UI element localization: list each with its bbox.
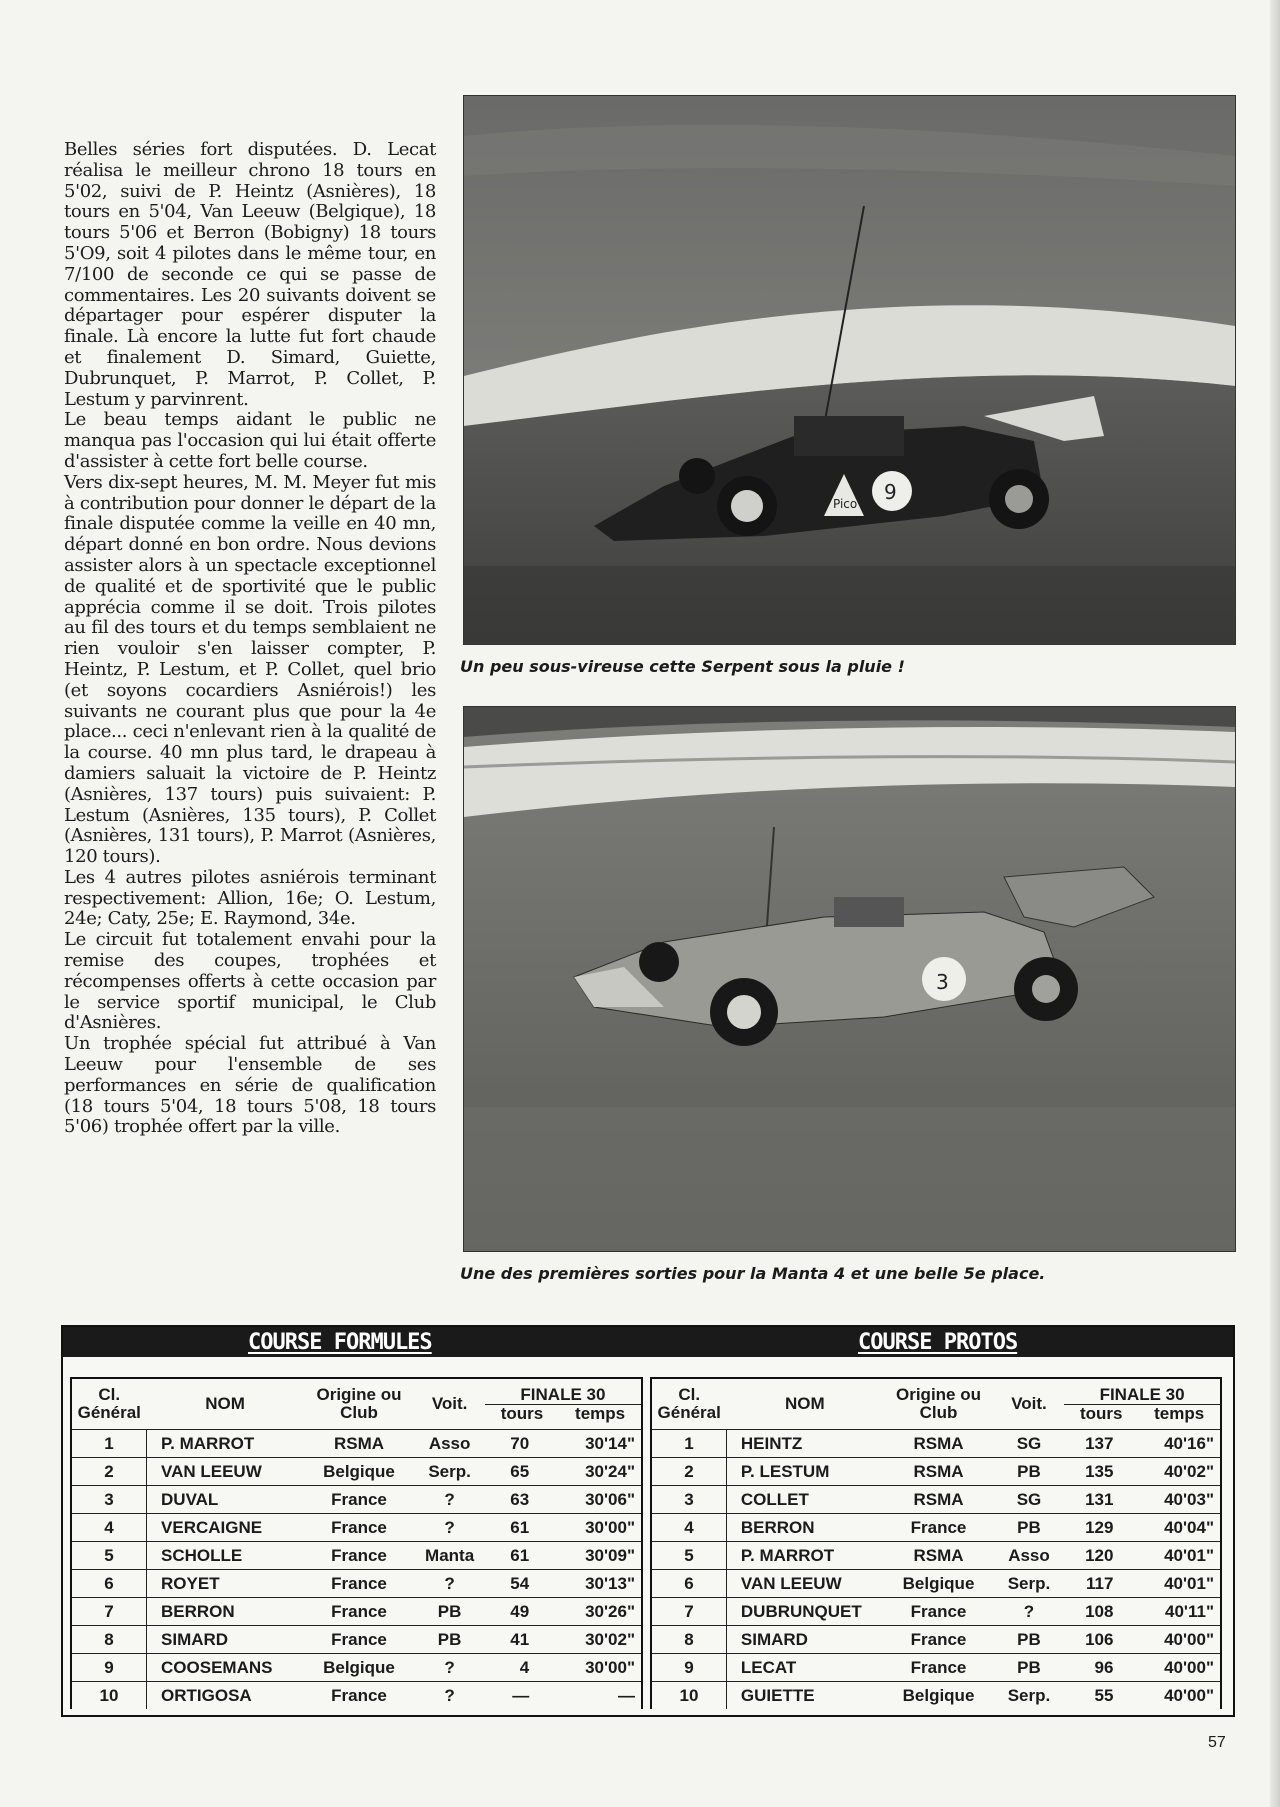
cell-voit: Serp. bbox=[994, 1682, 1064, 1710]
finale-label: FINALE 30 bbox=[1064, 1386, 1220, 1405]
table-row bbox=[652, 1458, 1220, 1486]
table-row bbox=[72, 1458, 641, 1486]
photo-caption: Un peu sous-vireuse cette Serpent sous la pluie ! bbox=[460, 657, 905, 676]
col-header-temps: temps bbox=[575, 1403, 626, 1423]
table-row bbox=[72, 1598, 641, 1626]
col-header-nom: NOM bbox=[205, 1394, 245, 1413]
cell-temps: 40'01" bbox=[1119, 1542, 1220, 1570]
cell-nom: SIMARD bbox=[726, 1626, 883, 1654]
cell-nom: BERRON bbox=[147, 1598, 304, 1626]
table-row bbox=[652, 1570, 1220, 1598]
col-header-voit: Voit. bbox=[431, 1394, 468, 1413]
cell-tours: 129 bbox=[1064, 1514, 1119, 1542]
col-header-tours: tours bbox=[1079, 1403, 1123, 1423]
article-text bbox=[64, 140, 436, 1138]
cell-temps: 40'03" bbox=[1119, 1486, 1220, 1514]
results-box bbox=[61, 1325, 1235, 1717]
course-formules-title: COURSE FORMULES bbox=[248, 1330, 432, 1355]
cell-nom: P. LESTUM bbox=[726, 1458, 883, 1486]
cell-origine: France bbox=[883, 1514, 994, 1542]
cell-cl: 5 bbox=[72, 1542, 147, 1570]
cell-temps: 30'00" bbox=[535, 1514, 641, 1542]
page-number: 57 bbox=[1208, 1734, 1226, 1751]
cell-nom: COLLET bbox=[726, 1486, 883, 1514]
col-header-finale bbox=[485, 1379, 641, 1430]
cell-origine: France bbox=[304, 1570, 415, 1598]
cell-voit: ? bbox=[414, 1514, 484, 1542]
cell-cl: 8 bbox=[652, 1626, 726, 1654]
cell-voit: SG bbox=[994, 1430, 1064, 1458]
cell-voit: ? bbox=[414, 1570, 484, 1598]
cell-voit: PB bbox=[994, 1458, 1064, 1486]
photo-manta-car bbox=[463, 706, 1236, 1252]
cell-voit: ? bbox=[994, 1598, 1064, 1626]
cell-temps: 40'00" bbox=[1119, 1626, 1220, 1654]
cell-cl: 2 bbox=[72, 1458, 147, 1486]
cell-origine: Belgique bbox=[883, 1682, 994, 1710]
cell-tours: 61 bbox=[485, 1514, 535, 1542]
finale-label: FINALE 30 bbox=[485, 1386, 641, 1405]
cell-tours: 54 bbox=[485, 1570, 535, 1598]
table-row bbox=[652, 1430, 1220, 1458]
table-row bbox=[652, 1682, 1220, 1710]
cell-temps: 30'14" bbox=[535, 1430, 641, 1458]
col-header-origine: Origine ou Club bbox=[896, 1385, 981, 1422]
cell-temps: 30'13" bbox=[535, 1570, 641, 1598]
cell-origine: RSMA bbox=[883, 1458, 994, 1486]
cell-tours: 63 bbox=[485, 1486, 535, 1514]
cell-temps: 40'16" bbox=[1119, 1430, 1220, 1458]
race-car-3-image bbox=[464, 707, 1235, 1251]
cell-origine: France bbox=[883, 1654, 994, 1682]
table-row bbox=[652, 1654, 1220, 1682]
cell-voit: Asso bbox=[994, 1542, 1064, 1570]
col-header-voit: Voit. bbox=[1011, 1394, 1047, 1413]
cell-nom: P. MARROT bbox=[147, 1430, 304, 1458]
cell-tours: 4 bbox=[485, 1654, 535, 1682]
cell-origine: France bbox=[304, 1486, 415, 1514]
col-header-cl: Cl. Général bbox=[657, 1385, 721, 1422]
cell-cl: 1 bbox=[72, 1430, 147, 1458]
cell-cl: 6 bbox=[652, 1570, 726, 1598]
cell-tours: 61 bbox=[485, 1542, 535, 1570]
cell-voit: ? bbox=[414, 1654, 484, 1682]
cell-cl: 4 bbox=[652, 1514, 726, 1542]
cell-cl: 10 bbox=[652, 1682, 726, 1710]
cell-voit: Manta bbox=[414, 1542, 484, 1570]
cell-temps: 30'00" bbox=[535, 1654, 641, 1682]
cell-tours: 41 bbox=[485, 1626, 535, 1654]
formules-table-box bbox=[70, 1377, 643, 1709]
pico-sticker: Pico bbox=[833, 497, 858, 511]
cell-nom: ORTIGOSA bbox=[147, 1682, 304, 1710]
cell-origine: Belgique bbox=[883, 1570, 994, 1598]
cell-nom: DUBRUNQUET bbox=[726, 1598, 883, 1626]
table-row bbox=[72, 1626, 641, 1654]
cell-tours: 106 bbox=[1064, 1626, 1119, 1654]
car-number-3: 3 bbox=[936, 970, 949, 994]
cell-cl: 4 bbox=[72, 1514, 147, 1542]
cell-nom: VAN LEEUW bbox=[726, 1570, 883, 1598]
cell-voit: ? bbox=[414, 1682, 484, 1710]
table-row bbox=[652, 1626, 1220, 1654]
cell-cl: 8 bbox=[72, 1626, 147, 1654]
cell-voit: SG bbox=[994, 1486, 1064, 1514]
table-row bbox=[72, 1486, 641, 1514]
cell-voit: PB bbox=[994, 1514, 1064, 1542]
cell-nom: P. MARROT bbox=[726, 1542, 883, 1570]
cell-origine: France bbox=[304, 1682, 415, 1710]
table-row bbox=[652, 1514, 1220, 1542]
cell-temps: 40'11" bbox=[1119, 1598, 1220, 1626]
cell-origine: RSMA bbox=[883, 1486, 994, 1514]
page-binding-edge bbox=[1270, 0, 1280, 1807]
cell-temps: 30'24" bbox=[535, 1458, 641, 1486]
cell-origine: France bbox=[304, 1598, 415, 1626]
cell-temps: 40'01" bbox=[1119, 1570, 1220, 1598]
cell-voit: PB bbox=[414, 1598, 484, 1626]
cell-cl: 7 bbox=[652, 1598, 726, 1626]
cell-voit: ? bbox=[414, 1486, 484, 1514]
protos-results-table bbox=[652, 1379, 1220, 1709]
article-paragraph: Vers dix-sept heures, M. M. Meyer fut mis à contribution pour donner le départ de la finale disputée comme la veille en 40 mn, départ donné en bon ordre. Nous devions assister alors à un spectacle exceptionnel de qualité et de sportivité que le public apprécia comme il se doit. Trois pilotes au fil des tours et du temps semblaient ne rien vouloir s'en laisser compter, P. Heintz, P. Lestum, et P. Collet, quel brio (et soyons cocardiers Asniérois!) les suivants ne courant plus que pour la 4e place... ceci n'enlevant rien à la qualité de la course. 40 mn plus tard, le drapeau à damiers saluait la victoire de P. Heintz (Asnières, 137 tours) puis suivaient: P. Lestum (Asnières, 135 tours), P. Collet (Asnières, 131 tours), P. Marrot (Asnières, 120 tours). bbox=[64, 471, 436, 868]
results-header-bar bbox=[63, 1327, 1233, 1357]
cell-tours: 137 bbox=[1064, 1430, 1119, 1458]
article-paragraph: Un trophée spécial fut attribué à Van Leeuw pour l'ensemble de ses performances en série de qualification (18 tours 5'04, 18 tours 5'08, 18 tours 5'06) trophée offert par la ville. bbox=[64, 1033, 436, 1138]
cell-tours: — bbox=[485, 1682, 535, 1710]
formules-results-table bbox=[72, 1379, 641, 1709]
cell-origine: France bbox=[883, 1598, 994, 1626]
cell-nom: COOSEMANS bbox=[147, 1654, 304, 1682]
article-paragraph: Le circuit fut totalement envahi pour la remise des coupes, trophées et récompenses offerts à cette occasion par le service sportif municipal, le Club d'Asnières. bbox=[64, 929, 436, 1034]
col-header-origine: Origine ou Club bbox=[316, 1385, 402, 1422]
cell-cl: 9 bbox=[652, 1654, 726, 1682]
cell-origine: Belgique bbox=[304, 1654, 415, 1682]
cell-tours: 131 bbox=[1064, 1486, 1119, 1514]
table-row bbox=[652, 1598, 1220, 1626]
col-header-temps: temps bbox=[1154, 1403, 1205, 1423]
cell-cl: 1 bbox=[652, 1430, 726, 1458]
cell-tours: 65 bbox=[485, 1458, 535, 1486]
table-row bbox=[72, 1514, 641, 1542]
cell-origine: France bbox=[304, 1542, 415, 1570]
table-row bbox=[72, 1570, 641, 1598]
cell-nom: ROYET bbox=[147, 1570, 304, 1598]
cell-cl: 3 bbox=[652, 1486, 726, 1514]
photo-serpent-car bbox=[463, 95, 1236, 645]
cell-temps: 40'02" bbox=[1119, 1458, 1220, 1486]
cell-nom: SCHOLLE bbox=[147, 1542, 304, 1570]
cell-tours: 96 bbox=[1064, 1654, 1119, 1682]
table-row bbox=[72, 1430, 641, 1458]
cell-cl: 5 bbox=[652, 1542, 726, 1570]
table-row bbox=[652, 1542, 1220, 1570]
race-car-9-image bbox=[464, 96, 1235, 644]
cell-temps: 40'00" bbox=[1119, 1682, 1220, 1710]
cell-nom: VERCAIGNE bbox=[147, 1514, 304, 1542]
cell-origine: France bbox=[304, 1626, 415, 1654]
photo-caption: Une des premières sorties pour la Manta 4 et une belle 5e place. bbox=[460, 1264, 1046, 1283]
cell-origine: RSMA bbox=[883, 1542, 994, 1570]
cell-cl: 7 bbox=[72, 1598, 147, 1626]
protos-table-box bbox=[650, 1377, 1222, 1709]
cell-cl: 9 bbox=[72, 1654, 147, 1682]
cell-voit: Serp. bbox=[414, 1458, 484, 1486]
cell-voit: Asso bbox=[414, 1430, 484, 1458]
col-header-nom: NOM bbox=[784, 1394, 825, 1413]
cell-cl: 10 bbox=[72, 1682, 147, 1710]
article-paragraph: Le beau temps aidant le public ne manqua pas l'occasion qui lui était offerte d'assister à cette fort belle course. bbox=[64, 409, 436, 472]
cell-tours: 108 bbox=[1064, 1598, 1119, 1626]
cell-voit: Serp. bbox=[994, 1570, 1064, 1598]
cell-tours: 117 bbox=[1064, 1570, 1119, 1598]
table-row bbox=[652, 1486, 1220, 1514]
cell-temps: 30'09" bbox=[535, 1542, 641, 1570]
table-row bbox=[72, 1654, 641, 1682]
cell-voit: PB bbox=[994, 1654, 1064, 1682]
cell-tours: 120 bbox=[1064, 1542, 1119, 1570]
cell-cl: 3 bbox=[72, 1486, 147, 1514]
table-row bbox=[72, 1682, 641, 1710]
cell-voit: PB bbox=[414, 1626, 484, 1654]
cell-cl: 2 bbox=[652, 1458, 726, 1486]
cell-temps: 30'26" bbox=[535, 1598, 641, 1626]
col-header-tours: tours bbox=[500, 1403, 544, 1423]
car-number-9: 9 bbox=[884, 480, 897, 504]
cell-temps: — bbox=[535, 1682, 641, 1710]
cell-nom: GUIETTE bbox=[726, 1682, 883, 1710]
cell-origine: France bbox=[883, 1626, 994, 1654]
article-paragraph: Les 4 autres pilotes asniérois terminant respectivement: Allion, 16e; O. Lestum, 24e; Caty, 25e; E. Raymond, 34e. bbox=[64, 866, 436, 930]
cell-origine: Belgique bbox=[304, 1458, 415, 1486]
cell-voit: PB bbox=[994, 1626, 1064, 1654]
cell-cl: 6 bbox=[72, 1570, 147, 1598]
cell-tours: 55 bbox=[1064, 1682, 1119, 1710]
cell-temps: 30'06" bbox=[535, 1486, 641, 1514]
cell-origine: RSMA bbox=[304, 1430, 415, 1458]
cell-temps: 40'04" bbox=[1119, 1514, 1220, 1542]
table-row bbox=[72, 1542, 641, 1570]
cell-nom: LECAT bbox=[726, 1654, 883, 1682]
cell-nom: BERRON bbox=[726, 1514, 883, 1542]
cell-tours: 70 bbox=[485, 1430, 535, 1458]
cell-nom: HEINTZ bbox=[726, 1430, 883, 1458]
cell-temps: 40'00" bbox=[1119, 1654, 1220, 1682]
cell-nom: VAN LEEUW bbox=[147, 1458, 304, 1486]
col-header-cl: Cl. Général bbox=[77, 1385, 141, 1422]
cell-tours: 135 bbox=[1064, 1458, 1119, 1486]
cell-temps: 30'02" bbox=[535, 1626, 641, 1654]
cell-nom: DUVAL bbox=[147, 1486, 304, 1514]
cell-origine: RSMA bbox=[883, 1430, 994, 1458]
cell-origine: France bbox=[304, 1514, 415, 1542]
course-protos-title: COURSE PROTOS bbox=[858, 1330, 1018, 1355]
cell-tours: 49 bbox=[485, 1598, 535, 1626]
article-paragraph: Belles séries fort disputées. D. Lecat réalisa le meilleur chrono 18 tours en 5'02, suivi de P. Heintz (Asnières), 18 tours en 5'04, Van Leeuw (Belgique), 18 tours 5'06 et Berron (Bobigny) 18 tours 5'O9, soit 4 pilotes dans le même tour, en 7/100 de seconde ce qui se passe de commentaires. Les 20 suivants doivent se départager pour espérer disputer la finale. Là encore la lutte fut fort chaude et finalement D. Simard, Guiette, Dubrunquet, P. Marrot, P. Collet, P. Lestum y parvinrent. bbox=[64, 139, 436, 410]
cell-nom: SIMARD bbox=[147, 1626, 304, 1654]
col-header-finale bbox=[1064, 1379, 1220, 1430]
